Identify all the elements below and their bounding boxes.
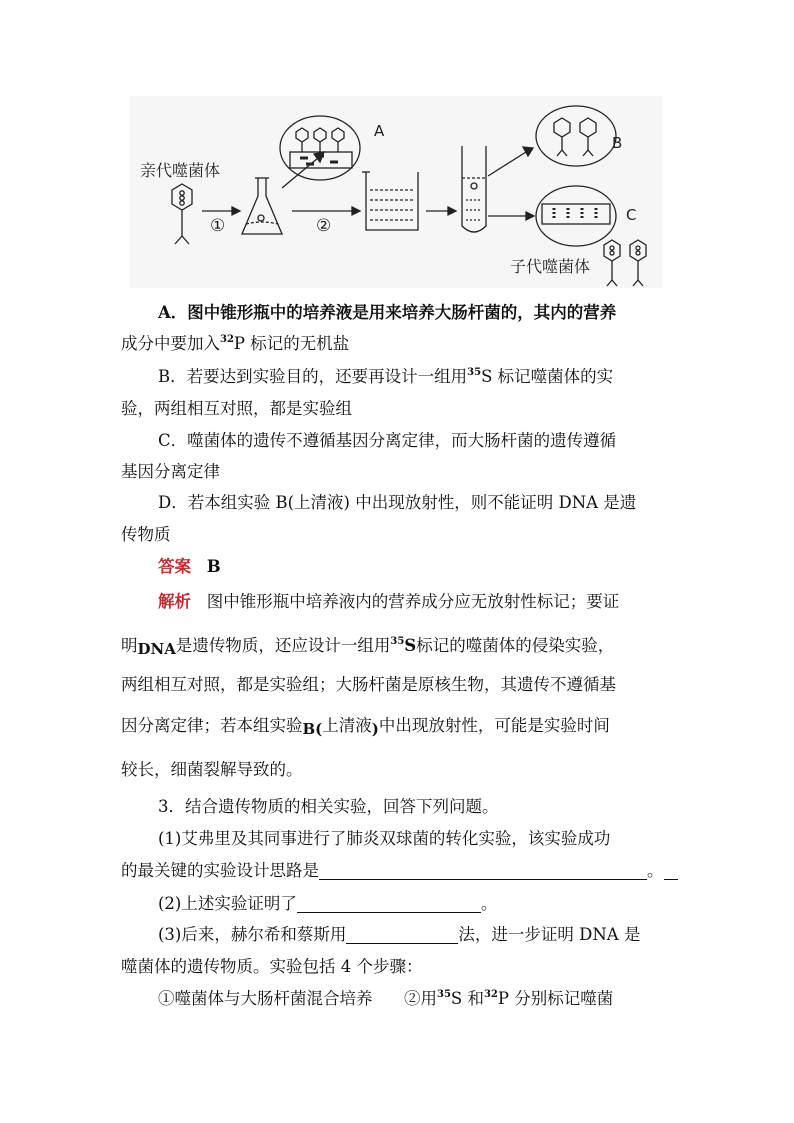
option-a-line2: 成分中要加入$^{32}$P 标记的无机盐 (121, 334, 350, 353)
option-c-line1: C．噬菌体的遗传不遵循基因分离定律，而大肠杆菌的遗传遵循 (158, 431, 617, 450)
parent-phage-label: 亲代噬菌体 (140, 161, 221, 180)
question3-steps: ①噬菌体与大肠杆菌混合培养 ②用$^{35}$S 和$^{32}$P 分别标记噬菌 (158, 989, 614, 1008)
child-phage-label: 子代噬菌体 (510, 257, 591, 276)
question3-part3-line1: (3)后来，赫尔希和蔡斯用 法，进一步证明 DNA 是 (158, 925, 641, 944)
option-d-line1: D．若本组实验 B(上清液) 中出现放射性，则不能证明 DNA 是遗 (158, 493, 637, 512)
answer-line (158, 556, 221, 578)
analysis-line5: 较长，细菌裂解导致的。 (121, 760, 303, 779)
question3-part1-line1: (1)艾弗里及其同事进行了肺炎双球菌的转化实验，该实验成功 (158, 829, 611, 848)
answer-value: B (206, 557, 221, 576)
step2-label: ② (316, 216, 332, 236)
child-phage-icon (604, 240, 646, 286)
test-tube-icon (462, 146, 486, 232)
question3-part3-line2: 噬菌体的遗传物质。实验包括 4 个步骤： (121, 957, 423, 976)
option-a-line1: A．图中锥形瓶中的培养液是用来培养大肠杆菌的，其内的营养 (158, 303, 617, 322)
option-b-line2: 验，两组相互对照，都是实验组 (121, 399, 352, 418)
label-a: A (374, 122, 385, 140)
question3-stem: 3．结合遗传物质的相关实验，回答下列问题。 (158, 797, 499, 816)
answer-label: 答案 (158, 557, 191, 576)
parent-phage-icon (172, 184, 192, 244)
option-b-line1: B．若要达到实验目的，还要再设计一组用$^{35}$S 标记噬菌体的实 (158, 367, 614, 386)
question3-part1-line2: 的最关键的实验设计思路是 。 (121, 860, 678, 882)
sediment-circle-icon (536, 186, 616, 246)
analysis-line4: 因分离定律；若本组实验B(上清液)中出现放射性，可能是实验时间 (121, 716, 610, 738)
analysis-line3: 两组相互对照，都是实验组；大肠杆菌是原核生物，其遗传不遵循基 (121, 675, 616, 694)
analysis-line1: 解析 图中锥形瓶中培养液内的营养成分应无放射性标记；要证 (158, 592, 620, 611)
label-b: B (612, 134, 623, 152)
label-c: C (626, 206, 637, 224)
analysis-label: 解析 (158, 592, 191, 611)
supernatant-circle-icon (536, 106, 616, 166)
answer-blank-1[interactable] (319, 861, 647, 880)
analysis-line2: 明DNA是遗传物质，还应设计一组用$^{35}$S标记的噬菌体的侵染实验， (121, 636, 615, 658)
option-d-line2: 传物质 (121, 525, 171, 544)
infection-circle-icon (280, 116, 360, 180)
answer-blank-2[interactable] (297, 894, 481, 913)
option-c-line2: 基因分离定律 (121, 462, 220, 481)
beaker-icon (362, 172, 418, 230)
step1-label: ① (210, 216, 226, 236)
question3-part2: (2)上述实验证明了 。 (158, 894, 498, 913)
experiment-figure (130, 96, 662, 288)
answer-blank-3[interactable] (346, 925, 458, 944)
flask-icon (242, 178, 282, 234)
